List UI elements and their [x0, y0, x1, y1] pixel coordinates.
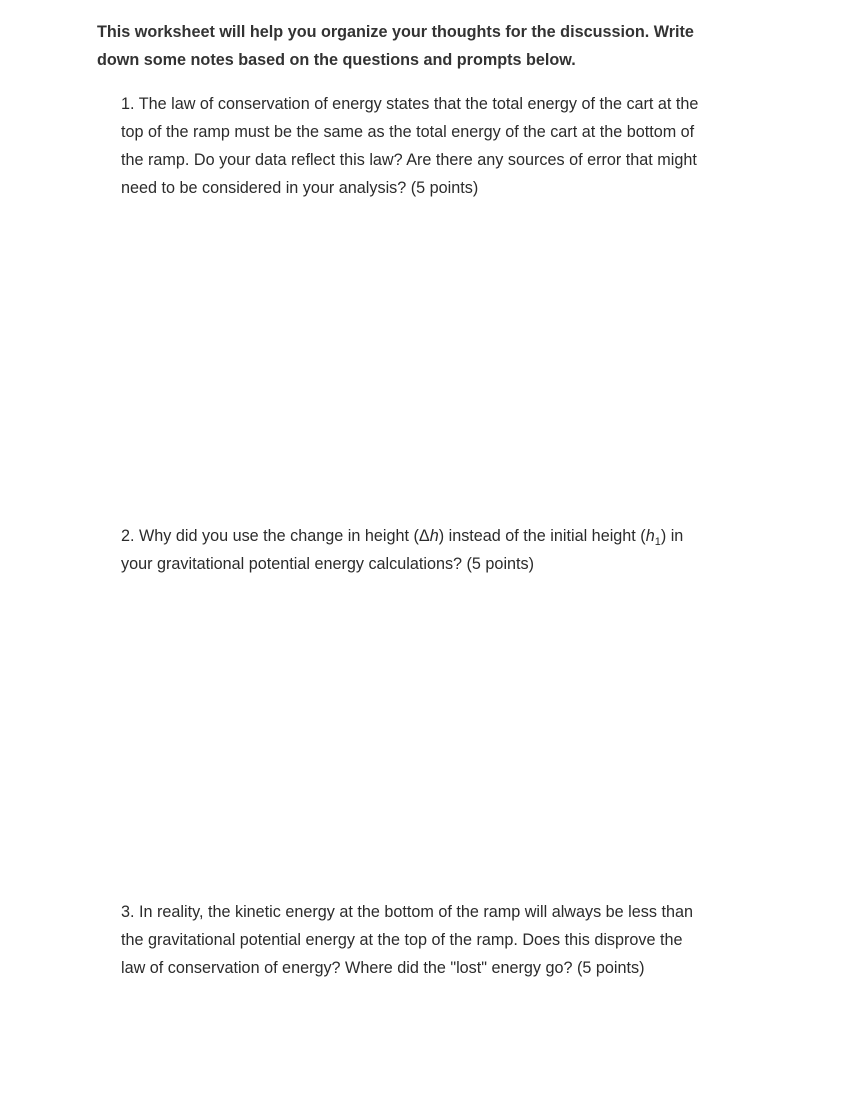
question-text-part-c: ) in your gravitational potential energy calculations? (5 points) [121, 527, 684, 573]
question-2 [121, 522, 706, 578]
worksheet-instructions: This worksheet will help you organize your thoughts for the discussion. Write down some notes based on the questions and prompts below. [97, 23, 694, 69]
delta-h-symbol [419, 527, 439, 545]
question-number: 3. [121, 903, 135, 921]
question-3 [121, 898, 706, 982]
question-text: In reality, the kinetic energy at the bottom of the ramp will always be less than the gravitational potential energy at the top of the ramp. Does this disprove the law of conservation of energy? Where did the "lost" energy go? (5 points) [121, 903, 693, 977]
delta-symbol: Δ [418, 527, 430, 545]
h-symbol: h [429, 527, 439, 545]
h-symbol: h [645, 527, 655, 545]
question-text-part-b: ) instead of the initial height ( [438, 527, 646, 545]
question-number: 2. [121, 527, 135, 545]
question-text-part-a: Why did you use the change in height ( [139, 527, 419, 545]
h1-symbol [645, 527, 661, 549]
question-1 [121, 90, 706, 202]
subscript-one: 1 [654, 536, 661, 549]
question-number: 1. [121, 95, 135, 113]
question-text: The law of conservation of energy states that the total energy of the cart at the top of the ramp must be the same as the total energy of the cart at the bottom of the ramp. Do your data reflect this law? Are there any sources of error that might need to be considered in your analysis? (5 points) [121, 95, 699, 197]
